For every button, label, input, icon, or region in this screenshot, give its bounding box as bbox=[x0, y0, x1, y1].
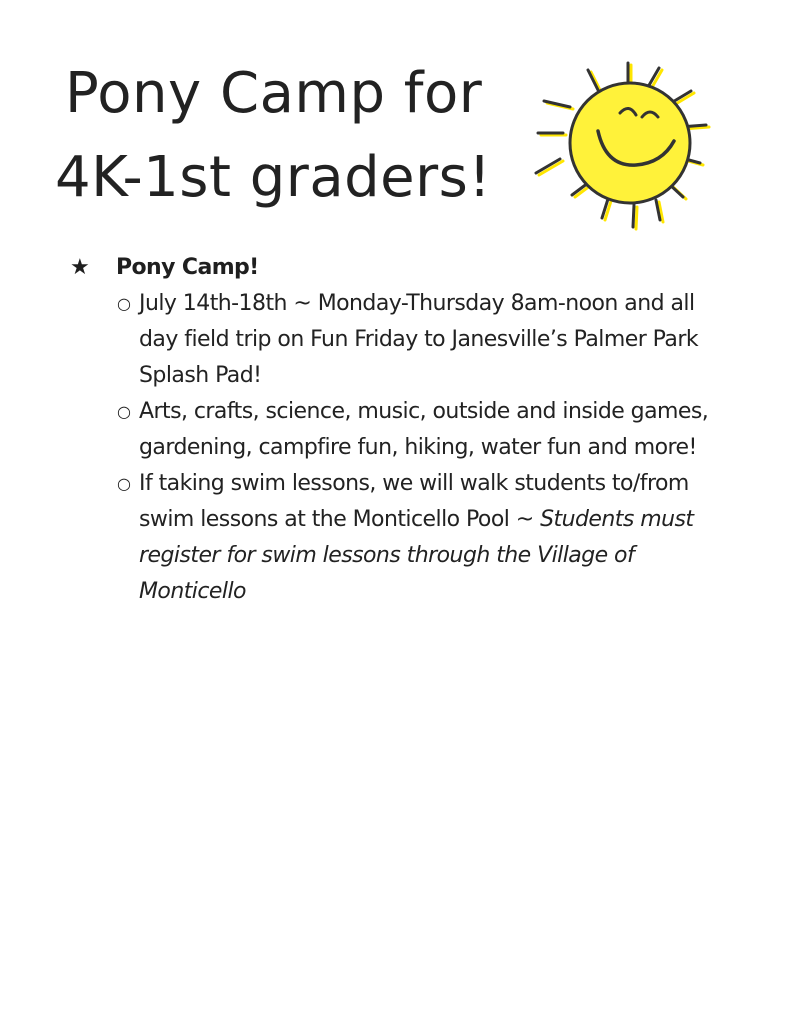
list-item-text: Arts, crafts, science, music, outside and inside games, gardening, campfire fun, hiking, water fun and more! bbox=[139, 399, 709, 460]
circle-bullet-icon: ○ bbox=[117, 474, 131, 493]
main-item-label: Pony Camp! bbox=[116, 255, 259, 280]
list-item-text-regular: If taking swim lessons, we will walk students to/from swim lessons at the Monticello Pool ~ bbox=[139, 471, 689, 532]
title-line-1: Pony Camp for bbox=[65, 61, 483, 126]
list-item-text-italic: Students must register for swim lessons through the Village of Monticello bbox=[139, 507, 694, 604]
smiling-sun-icon bbox=[528, 55, 743, 240]
page-title bbox=[55, 52, 525, 220]
list-item-text: July 14th-18th ~ Monday-Thursday 8am-noon and all day field trip on Fun Friday to Janesville’s Palmer Park Splash Pad! bbox=[139, 291, 699, 388]
title-line-2: 4K-1st graders! bbox=[55, 145, 492, 210]
list-item bbox=[117, 286, 750, 394]
sub-list bbox=[70, 286, 750, 610]
circle-bullet-icon: ○ bbox=[117, 294, 131, 313]
list-item-text bbox=[139, 466, 739, 610]
list-item bbox=[117, 466, 750, 610]
main-list-item bbox=[70, 250, 750, 286]
star-bullet-icon: ★ bbox=[70, 255, 90, 280]
circle-bullet-icon: ○ bbox=[117, 402, 131, 421]
camp-details bbox=[70, 250, 750, 610]
list-item bbox=[117, 394, 750, 466]
